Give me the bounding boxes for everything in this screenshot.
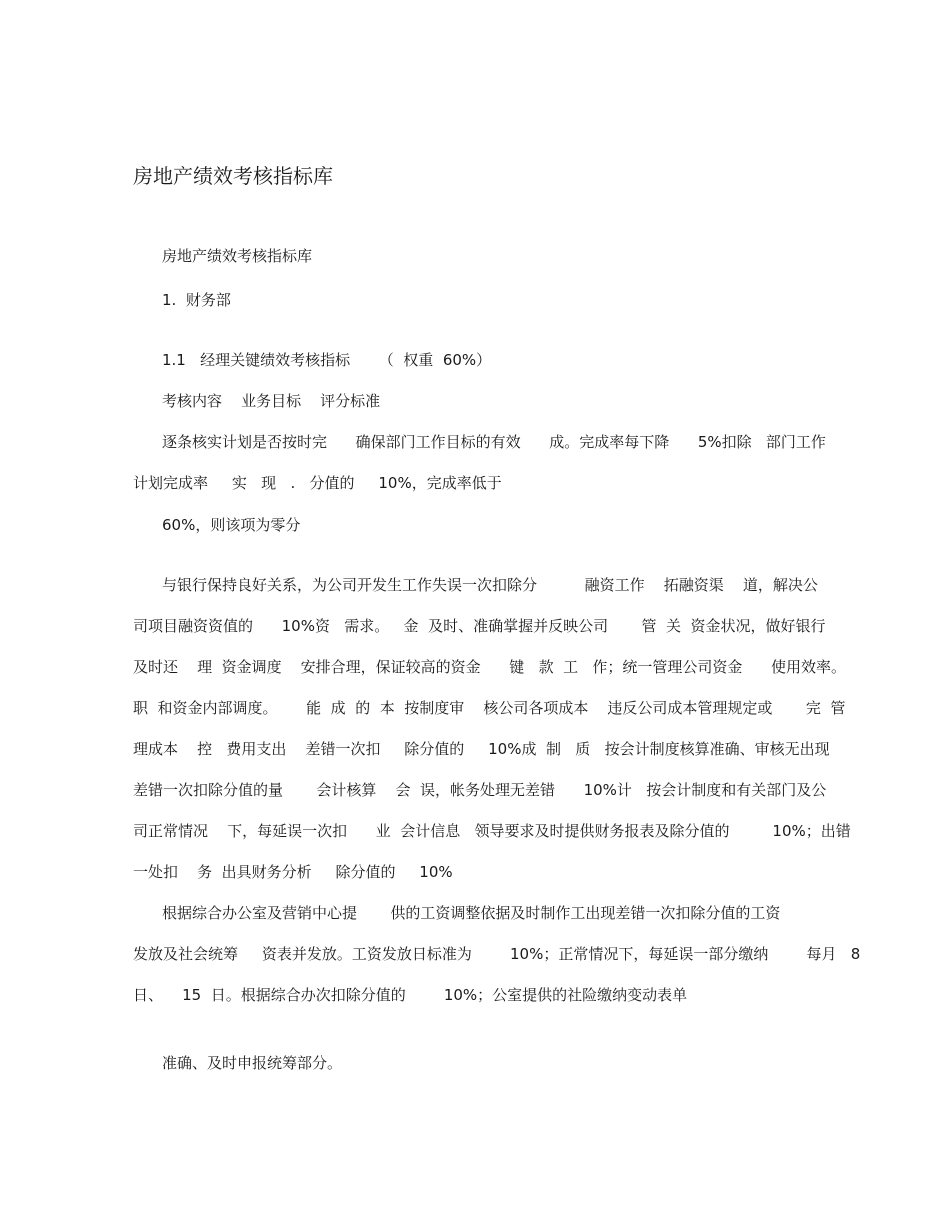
- subsection-heading: 1.1 经理关键绩效考核指标 （ 权重 60%）: [162, 351, 492, 369]
- body-line: 差错一次扣除分值的量 会计核算 会 误，帐务处理无差错 10%计 按会计制度和有关部门及公: [133, 781, 827, 799]
- body-line: 司正常情况 下，每延误一次扣 业 会计信息 领导要求及时提供财务报表及除分值的 10%；出错: [133, 822, 851, 840]
- body-line: 日、 15 日。根据综合办次扣除分值的 10%；公室提供的社险缴纳变动表单: [133, 986, 688, 1004]
- body-line: 职 和资金内部调度。 能 成 的 本 按制度审 核公司各项成本 违反公司成本管理规定或 完 管: [133, 699, 846, 717]
- body-line: 逐条核实计划是否按时完 确保部门工作目标的有效 成。完成率每下降 5%扣除 部门工作: [162, 433, 826, 451]
- body-line: 与银行保持良好关系，为公司开发生工作失误一次扣除分 融资工作 拓融资渠 道，解决公: [162, 576, 818, 594]
- body-line: 计划完成率 实 现 . 分值的 10%，完成率低于: [133, 474, 502, 492]
- body-line: 60%，则该项为零分: [162, 516, 301, 534]
- body-line: 准确、及时申报统筹部分。: [162, 1054, 343, 1072]
- body-line: 一处扣 务 出具财务分析 除分值的 10%: [133, 863, 453, 881]
- body-line: 及时还 理 资金调度 安排合理，保证较高的资金 键 款 工 作；统一管理公司资金 使用效率。: [133, 658, 847, 676]
- body-line: 根据综合办公室及营销中心提 供的工资调整依据及时制作工出现差错一次扣除分值的工资: [162, 904, 781, 922]
- document-title: 房地产绩效考核指标库: [133, 164, 333, 188]
- body-line: 发放及社会统筹 资表并发放。工资发放日标准为 10%；正常情况下，每延误一部分缴纳 每月 8: [133, 945, 861, 963]
- body-line: 司项目融资资值的 10%资 需求。 金 及时、准确掌握并反映公司 管 关 资金状况，做好银行: [133, 617, 826, 635]
- body-line: 理成本 控 费用支出 差错一次扣 除分值的 10%成 制 质 按会计制度核算准确、审核无出现: [133, 740, 830, 758]
- section-heading: 1. 财务部: [162, 291, 231, 309]
- subtitle-line: 房地产绩效考核指标库: [162, 247, 313, 265]
- table-header-line: 考核内容 业务目标 评分标准: [162, 392, 381, 410]
